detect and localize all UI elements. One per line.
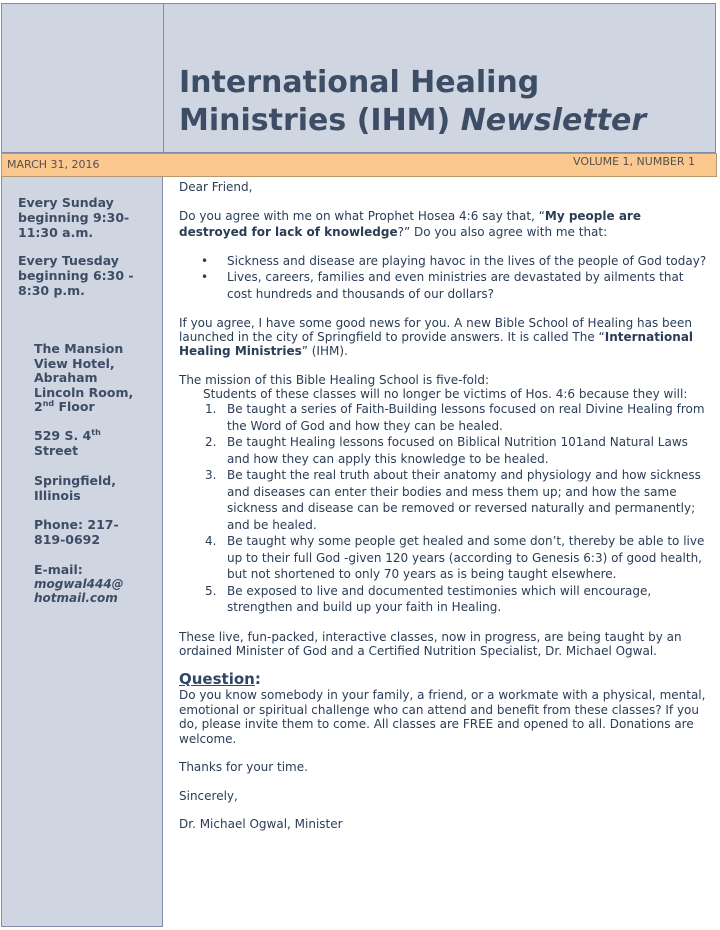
good-news-b: ” (IHM).	[301, 344, 348, 358]
hosea-question-b: ?” Do you also agree with me that:	[397, 225, 608, 239]
schedule-sunday: Every Sunday beginning 9:30-11:30 a.m.	[18, 195, 130, 240]
list-number: 4.	[205, 534, 217, 548]
list-number: 5.	[205, 583, 217, 598]
email-label: E-mail:	[34, 562, 83, 577]
title-newsletter-word: Newsletter	[460, 103, 647, 138]
thanks-line: Thanks for your time.	[179, 760, 308, 774]
list-number: 2.	[205, 435, 217, 449]
volume-number: VOLUME 1, NUMBER 1	[573, 155, 695, 168]
signature-line: Dr. Michael Ogwal, Minister	[179, 817, 343, 831]
mission-item-text: Be taught why some people get healed and some don’t, thereby be able to live up to their full God -given 120 years (according to Genesis 6:3) of good health, but not shortened to only 70 years as is being taught elsewhere.	[227, 534, 705, 581]
venue-floor: Floor	[54, 399, 95, 414]
question-heading-line	[179, 670, 709, 689]
issue-date: MARCH 31, 2016	[7, 158, 100, 171]
newsletter-body	[179, 177, 709, 833]
ihm-name: International Healing Ministries	[179, 330, 694, 358]
mission-intro: The mission of this Bible Healing School is five-fold:	[179, 373, 490, 387]
mission-item-text: Be taught the real truth about their anatomy and physiology and how sickness and diseases can enter their bodies and mess them up; and how the same sickness and disease can be removed or reversed naturally and permanently; and be healed.	[227, 468, 701, 532]
venue-text: The Mansion View Hotel, Abraham Lincoln Room, 2	[34, 341, 134, 414]
schedule-tuesday: Every Tuesday beginning 6:30 - 8:30 p.m.	[18, 253, 134, 298]
hosea-question-a: Do you agree with me on what Prophet Hosea 4:6 say that, “	[179, 208, 545, 223]
email-address: mogwal444@hotmail.com	[34, 577, 124, 605]
mission-item-text: Be exposed to live and documented testimonies which will encourage, strengthen and build up your faith in Healing.	[227, 583, 652, 614]
list-item	[179, 583, 709, 616]
title-line-1: International Healing	[179, 65, 540, 100]
classes-paragraph: These live, fun-packed, interactive classes, now in progress, are being taught by an ordained Minister of God and a Certified Nutrition Specialist, Dr. Michael Ogwal.	[179, 629, 682, 658]
greeting: Dear Friend,	[179, 180, 253, 194]
sincerely-line: Sincerely,	[179, 788, 238, 803]
mission-list	[179, 401, 709, 616]
list-item	[179, 467, 709, 533]
city-state: Springfield, Illinois	[34, 473, 116, 503]
list-item	[179, 434, 709, 467]
bullet-text: Sickness and disease are playing havoc in the lives of the people of God today?	[227, 253, 707, 268]
street-address	[34, 429, 144, 458]
street-word: Street	[34, 442, 79, 458]
question-colon: :	[254, 669, 261, 688]
agreement-bullets	[179, 253, 709, 303]
street-text: 529 S. 4	[34, 428, 92, 443]
bullet-icon: •	[201, 270, 209, 284]
header-left-panel	[1, 3, 163, 153]
good-news-a: If you agree, I have some good news for you. A new Bible School of Healing has been launched in the city of Springfield to provide answers. It is called The “	[179, 316, 693, 344]
good-news-paragraph	[179, 316, 709, 358]
bullet-text: Lives, careers, families and even ministries are devastated by ailments that cost hundreds and thousands of our dollars?	[227, 270, 684, 301]
title-line-2: Ministries (IHM)	[179, 103, 461, 138]
list-item	[179, 533, 709, 583]
question-heading: Question	[179, 669, 255, 688]
mission-item-text: Be taught a series of Faith-Building lessons focused on real Divine Healing from the Word of God and how they can be healed.	[227, 402, 705, 433]
list-item	[179, 269, 709, 302]
phone-number: Phone: 217-819-0692	[34, 517, 119, 547]
hosea-question	[179, 208, 709, 241]
venue-address	[34, 342, 144, 415]
list-item	[179, 253, 709, 270]
newsletter-title	[179, 64, 699, 140]
list-number: 3.	[205, 468, 217, 482]
street-sup: th	[91, 427, 101, 437]
students-intro: Students of these classes will no longer be victims of Hos. 4:6 because they will:	[203, 387, 688, 401]
list-item	[179, 401, 709, 434]
bullet-icon: •	[201, 253, 209, 268]
mission-item-text: Be taught Healing lessons focused on Biblical Nutrition 101and Natural Laws and how they can apply this knowledge to be healed.	[227, 435, 688, 466]
question-text: Do you know somebody in your family, a friend, or a workmate with a physical, mental, emotional or spiritual challenge who can attend and benefit from these classes? If you do, please invite them to come. All classes are FREE and opened to all. Donations are welcome.	[179, 688, 706, 746]
hosea-quote: My people are destroyed for lack of knowledge	[179, 208, 641, 239]
list-number: 1.	[205, 402, 217, 416]
venue-sup: nd	[42, 398, 55, 408]
